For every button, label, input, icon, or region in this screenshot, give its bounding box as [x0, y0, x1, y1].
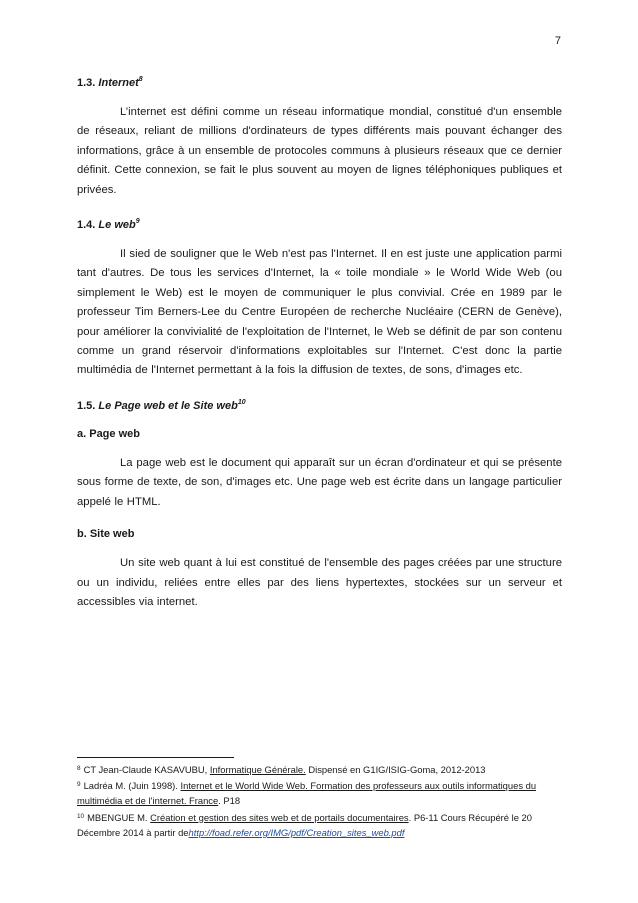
footnote-number: 10 [77, 812, 85, 820]
footnote-text: Ladréa M. (Juin 1998). [83, 780, 181, 792]
paragraph-internet: L’internet est défini comme un réseau informatique mondial, constitué d'un ensemble de réseaux, reliant de millions d'ordinateurs de types différents mais pouvant échanger des informations, grâce à un ensemble de protocoles communs à plusieurs réseaux que ce dernier définit. Cette connexion, se fait le plus souvent au moyen de lignes téléphoniques publiques et privées. [77, 106, 562, 196]
footnote-text: MBENGUE M. [87, 811, 151, 823]
section-heading-web [77, 214, 562, 233]
section-title: Le Page web et le Site web [98, 399, 238, 412]
footnote-10 [77, 809, 562, 840]
footnote-title: Internet et le World Wide Web. Formation des professeurs aux outils informatiques du multimédia et de l’internet. France [77, 780, 537, 807]
footnote-ref: 10 [237, 398, 246, 406]
footnotes [77, 757, 562, 840]
section-heading-page-site-web [77, 395, 562, 414]
footnote-ref: 9 [135, 218, 140, 226]
footnote-8 [77, 761, 562, 777]
footnote-number: 8 [77, 765, 81, 772]
footnote-text: . P18 [218, 795, 241, 807]
paragraph-web: Il sied de souligner que le Web n'est pas l'Internet. Il en est juste une application parmi tant d'autres. De tous les services d'Internet, la « toile mondiale » le World Wide Web (ou simplement le Web) est le moyen de communiquer le plus convivial. Crée en 1989 par le professeur Tim Berners-Lee du Centre Européen de recherche Nucléaire (CERN de Genève), pour améliorer la convivialité de l'exploitation de l'Internet, le Web se définit de par son contenu comme un grand réservoir d'informations exploitables sur l'Internet. C'est donc la partie multimédia de l'Internet permettant à la fois la diffusion de textes, de sons, d'images etc. [77, 248, 562, 377]
section-title: Internet [98, 77, 139, 89]
footnote-title: Création et gestion des sites web et de portails documentaires [150, 811, 409, 823]
section-number: 1.4. [77, 219, 96, 232]
paragraph-site-web: Un site web quant à lui est constitué de l'ensemble des pages créées par une structure ou un individu, reliées entre elles par des liens hypertextes, stockées sur un serveur et accessibles via internet. [77, 557, 562, 608]
footnote-text: Dispensé en G1IG/ISIG-Goma, 2012-2013 [305, 764, 486, 775]
footnote-text: CT Jean-Claude KASAVUBU, [83, 764, 210, 775]
footnote-ref: 8 [138, 76, 143, 83]
footnote-title: Informatique Générale. [209, 764, 306, 775]
section-heading-internet [77, 72, 562, 91]
footnote-number: 9 [77, 781, 81, 789]
page-body [77, 72, 562, 626]
page-number: 7 [554, 35, 561, 47]
section-number: 1.5. [77, 399, 96, 412]
footnote-link[interactable]: http://foad.refer.org/IMG/pdf/Creation_sites_web.pdf [188, 826, 405, 838]
subsection-heading-site-web: b. Site web [77, 528, 135, 541]
footnote-9 [77, 777, 562, 808]
section-number: 1.3. [77, 77, 96, 89]
section-title: Le web [98, 219, 136, 232]
footnote-separator [77, 757, 234, 758]
footnote-text: . P6-11 Cours Récupéré le 20 Décembre 2014 à partir de [77, 811, 532, 838]
subsection-heading-page-web: a. Page web [77, 427, 140, 440]
paragraph-page-web: La page web est le document qui apparaît sur un écran d'ordinateur et qui se présente sous forme de texte, de son, d'images etc. Une page web est écrite dans un langage particulier appelé le HTML. [77, 456, 562, 508]
